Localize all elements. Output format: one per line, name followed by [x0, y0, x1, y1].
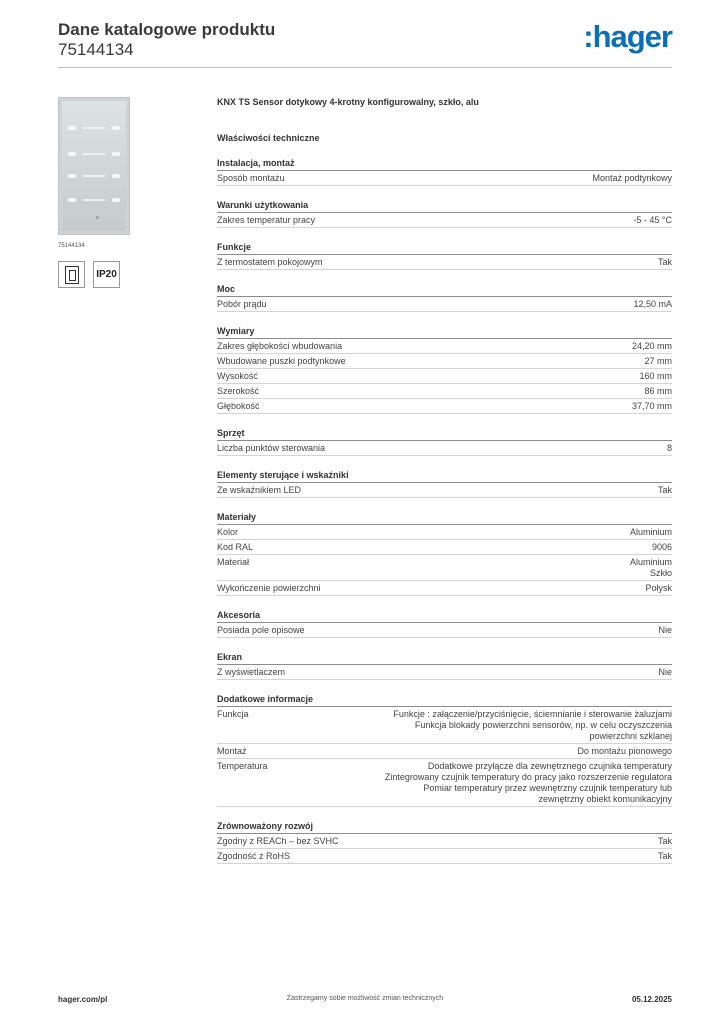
- spec-value: Montaż podtynkowy: [592, 173, 672, 183]
- spec-row: [217, 525, 672, 540]
- footer-disclaimer: Zastrzegamy sobie możliwość zmian technicznych: [286, 995, 444, 1002]
- spec-label: Z wyświetlaczem: [217, 667, 286, 677]
- specs-heading: Właściwości techniczne: [217, 133, 320, 143]
- spec-label: Wykończenie powierzchni: [217, 583, 321, 593]
- product-image: [58, 97, 130, 235]
- spec-value: 37,70 mm: [631, 401, 672, 411]
- spec-label: Sposób montażu: [217, 173, 285, 183]
- flush-mount-badge: [58, 261, 85, 288]
- spec-row: [217, 384, 672, 399]
- spec-label: Kolor: [217, 527, 239, 537]
- spec-label: Wysokość: [217, 371, 258, 381]
- spec-value: 24,20 mm: [631, 341, 672, 351]
- spec-label: Zgodność z RoHS: [217, 851, 291, 861]
- spec-row: [217, 339, 672, 354]
- spec-row: [217, 369, 672, 384]
- spec-label: Montaż: [217, 746, 247, 756]
- spec-row: [217, 255, 672, 270]
- spec-section: [217, 821, 672, 864]
- spec-value: Nie: [658, 667, 672, 677]
- spec-value: Połysk: [645, 583, 672, 593]
- spec-label: Zakres głębokości wbudowania: [217, 341, 343, 351]
- section-title: Elementy sterujące i wskaźniki: [217, 470, 672, 483]
- section-title: Ekran: [217, 652, 672, 665]
- spec-row: [217, 297, 672, 312]
- spec-value: Funkcje : załączenie/przyciśnięcie, ściemnianie i sterowanie żaluzjami Funkcja blokady powierzchni sensorów, np. w celu oczyszczenia powierzchni szklanej: [393, 709, 672, 741]
- spec-section: [217, 200, 672, 228]
- spec-section: [217, 326, 672, 414]
- spec-sheet: [217, 96, 672, 864]
- spec-value: Nie: [658, 625, 672, 635]
- spec-row: [217, 849, 672, 864]
- spec-row: [217, 483, 672, 498]
- hager-logo: :hager: [583, 19, 672, 54]
- spec-sections: [217, 158, 672, 864]
- spec-value: 27 mm: [644, 356, 672, 366]
- spec-section: [217, 158, 672, 186]
- spec-value: Aluminium: [629, 527, 672, 537]
- spec-value: 160 mm: [639, 371, 672, 381]
- product-number: 75144134: [58, 40, 134, 59]
- spec-label: Zakres temperatur pracy: [217, 215, 316, 225]
- spec-section: [217, 428, 672, 456]
- spec-row: [217, 707, 672, 744]
- spec-label: Wbudowane puszki podtynkowe: [217, 356, 346, 366]
- flush-mount-icon: [65, 266, 79, 284]
- spec-label: Liczba punktów sterowania: [217, 443, 326, 453]
- spec-row: [217, 581, 672, 596]
- image-caption: 75144134: [58, 243, 85, 249]
- header-divider: [58, 67, 672, 68]
- spec-label: Materiał: [217, 557, 250, 567]
- sensor-panel-picture: [62, 101, 126, 231]
- page-header: [58, 20, 672, 68]
- spec-value: -5 - 45 °C: [633, 215, 672, 225]
- spec-label: Kod RAL: [217, 542, 254, 552]
- spec-label: Szerokość: [217, 386, 260, 396]
- section-title: Dodatkowe informacje: [217, 694, 672, 707]
- section-title: Akcesoria: [217, 610, 672, 623]
- spec-value: 9006: [651, 542, 672, 552]
- section-title: Moc: [217, 284, 672, 297]
- spec-label: Posiada pole opisowe: [217, 625, 305, 635]
- section-title: Wymiary: [217, 326, 672, 339]
- spec-row: [217, 623, 672, 638]
- spec-row: [217, 441, 672, 456]
- spec-section: [217, 470, 672, 498]
- section-title: Materiały: [217, 512, 672, 525]
- footer-website: hager.com/pl: [58, 995, 108, 1004]
- section-title: Warunki użytkowania: [217, 200, 672, 213]
- section-title: Funkcje: [217, 242, 672, 255]
- spec-section: [217, 284, 672, 312]
- ip-rating-badge: IP20: [93, 261, 120, 288]
- spec-value: 86 mm: [644, 386, 672, 396]
- section-title: Instalacja, montaż: [217, 158, 672, 171]
- spec-value: 8: [666, 443, 672, 453]
- spec-value: Dodatkowe przyłącze dla zewnętrznego czujnika temperatury Zintegrowany czujnik temperatury do pracy jako rozszerzenie regulatora Pomiar temperatury przez wewnętrzny czujnik temperatury lub zewnętrzny obiekt komunikacyjny: [384, 761, 672, 804]
- spec-row: [217, 555, 672, 581]
- spec-row: [217, 399, 672, 414]
- spec-row: [217, 834, 672, 849]
- spec-section: [217, 242, 672, 270]
- product-media: [58, 97, 130, 288]
- spec-label: Ze wskaźnikiem LED: [217, 485, 302, 495]
- spec-value: 12,50 mA: [633, 299, 672, 309]
- spec-row: [217, 744, 672, 759]
- spec-row: [217, 665, 672, 680]
- spec-value: Tak: [657, 485, 672, 495]
- section-title: Sprzęt: [217, 428, 672, 441]
- spec-label: Pobór prądu: [217, 299, 267, 309]
- spec-value: Do montażu pionowego: [577, 746, 672, 756]
- section-title: Zrównoważony rozwój: [217, 821, 672, 834]
- spec-label: Temperatura: [217, 761, 268, 771]
- footer-date: 05.12.2025: [631, 995, 672, 1004]
- product-title: KNX TS Sensor dotykowy 4-krotny konfigurowalny, szkło, alu: [217, 97, 479, 107]
- spec-row: [217, 759, 672, 807]
- spec-section: [217, 652, 672, 680]
- page-title: Dane katalogowe produktu: [58, 20, 276, 39]
- spec-value: Tak: [657, 851, 672, 861]
- certification-badges: [58, 261, 130, 288]
- spec-label: Funkcja: [217, 709, 249, 719]
- spec-section: [217, 610, 672, 638]
- spec-section: [217, 512, 672, 596]
- spec-row: [217, 354, 672, 369]
- spec-row: [217, 540, 672, 555]
- spec-label: Głębokość: [217, 401, 260, 411]
- spec-value: Tak: [657, 257, 672, 267]
- spec-row: [217, 171, 672, 186]
- spec-value: Aluminium Szkło: [629, 557, 672, 578]
- spec-row: [217, 213, 672, 228]
- spec-section: [217, 694, 672, 807]
- spec-value: Tak: [657, 836, 672, 846]
- spec-label: Z termostatem pokojowym: [217, 257, 323, 267]
- spec-label: Zgodny z REACh – bez SVHC: [217, 836, 339, 846]
